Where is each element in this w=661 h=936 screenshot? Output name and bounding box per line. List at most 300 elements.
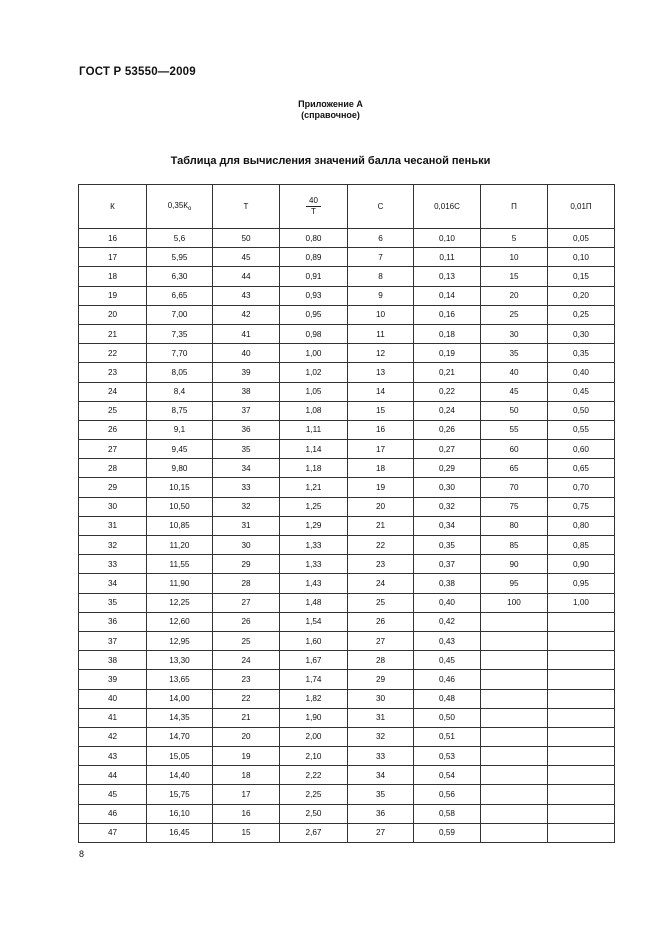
cell-035k0: 15,75 (147, 785, 213, 804)
table-row (79, 670, 615, 689)
table-row (79, 708, 615, 727)
cell-001p (548, 670, 615, 689)
cell-t: 35 (213, 440, 280, 459)
fraction-numerator: 40 (306, 196, 321, 207)
cell-0016c: 0,38 (414, 574, 481, 593)
cell-k: 33 (79, 555, 147, 574)
table-row (79, 651, 615, 670)
cell-40-over-t: 1,33 (280, 536, 348, 555)
cell-p (481, 727, 548, 746)
cell-40-over-t: 1,67 (280, 651, 348, 670)
cell-p: 50 (481, 401, 548, 420)
cell-40-over-t: 1,29 (280, 516, 348, 535)
cell-c: 9 (348, 286, 414, 305)
cell-40-over-t: 1,25 (280, 497, 348, 516)
cell-001p: 0,50 (548, 401, 615, 420)
cell-40-over-t: 1,74 (280, 670, 348, 689)
cell-p: 70 (481, 478, 548, 497)
cell-0016c: 0,13 (414, 267, 481, 286)
cell-k: 44 (79, 766, 147, 785)
cell-t: 16 (213, 804, 280, 823)
cell-c: 19 (348, 478, 414, 497)
cell-035k0: 9,1 (147, 420, 213, 439)
cell-40-over-t: 0,91 (280, 267, 348, 286)
cell-40-over-t: 1,08 (280, 401, 348, 420)
appendix-note: (справочное) (301, 110, 360, 120)
table-row (79, 823, 615, 842)
cell-035k0: 15,05 (147, 747, 213, 766)
cell-c: 22 (348, 536, 414, 555)
cell-40-over-t: 1,82 (280, 689, 348, 708)
cell-0016c: 0,16 (414, 305, 481, 324)
cell-40-over-t: 2,67 (280, 823, 348, 842)
cell-035k0: 14,35 (147, 708, 213, 727)
cell-035k0: 16,45 (147, 823, 213, 842)
cell-40-over-t: 1,43 (280, 574, 348, 593)
cell-0016c: 0,59 (414, 823, 481, 842)
cell-001p: 0,40 (548, 363, 615, 382)
cell-40-over-t: 1,18 (280, 459, 348, 478)
cell-035k0: 7,70 (147, 344, 213, 363)
cell-40-over-t: 2,22 (280, 766, 348, 785)
cell-40-over-t: 0,95 (280, 305, 348, 324)
cell-k: 26 (79, 420, 147, 439)
document-code: ГОСТ Р 53550—2009 (79, 66, 196, 78)
cell-001p (548, 708, 615, 727)
cell-k: 35 (79, 593, 147, 612)
cell-0016c: 0,54 (414, 766, 481, 785)
cell-40-over-t: 1,00 (280, 344, 348, 363)
cell-035k0: 11,20 (147, 536, 213, 555)
header-035k0 (147, 185, 213, 229)
cell-k: 40 (79, 689, 147, 708)
cell-t: 27 (213, 593, 280, 612)
cell-t: 43 (213, 286, 280, 305)
cell-0016c: 0,29 (414, 459, 481, 478)
cell-t: 38 (213, 382, 280, 401)
cell-001p (548, 689, 615, 708)
cell-c: 32 (348, 727, 414, 746)
cell-035k0: 14,00 (147, 689, 213, 708)
cell-k: 21 (79, 324, 147, 343)
cell-t: 25 (213, 631, 280, 650)
cell-c: 10 (348, 305, 414, 324)
cell-001p: 0,10 (548, 248, 615, 267)
table-row (79, 382, 615, 401)
header-t: Т (213, 185, 280, 229)
cell-t: 34 (213, 459, 280, 478)
cell-c: 35 (348, 785, 414, 804)
cell-035k0: 6,30 (147, 267, 213, 286)
cell-t: 21 (213, 708, 280, 727)
cell-001p (548, 631, 615, 650)
cell-40-over-t: 0,80 (280, 229, 348, 248)
appendix-title: Приложение А (298, 99, 363, 109)
cell-k: 20 (79, 305, 147, 324)
cell-0016c: 0,46 (414, 670, 481, 689)
cell-40-over-t: 1,60 (280, 631, 348, 650)
cell-0016c: 0,24 (414, 401, 481, 420)
cell-0016c: 0,53 (414, 747, 481, 766)
cell-t: 19 (213, 747, 280, 766)
cell-c: 23 (348, 555, 414, 574)
cell-k: 43 (79, 747, 147, 766)
cell-k: 41 (79, 708, 147, 727)
cell-t: 31 (213, 516, 280, 535)
cell-c: 27 (348, 823, 414, 842)
cell-035k0: 12,25 (147, 593, 213, 612)
cell-t: 18 (213, 766, 280, 785)
table-row (79, 516, 615, 535)
cell-c: 21 (348, 516, 414, 535)
cell-035k0: 8,4 (147, 382, 213, 401)
table-row (79, 363, 615, 382)
cell-p (481, 631, 548, 650)
table-row (79, 536, 615, 555)
cell-001p: 0,70 (548, 478, 615, 497)
cell-c: 17 (348, 440, 414, 459)
cell-0016c: 0,18 (414, 324, 481, 343)
cell-035k0: 12,60 (147, 612, 213, 631)
cell-p: 5 (481, 229, 548, 248)
cell-0016c: 0,51 (414, 727, 481, 746)
fraction (306, 196, 321, 217)
cell-001p: 0,85 (548, 536, 615, 555)
cell-k: 28 (79, 459, 147, 478)
cell-0016c: 0,50 (414, 708, 481, 727)
header-c: С (348, 185, 414, 229)
cell-p: 15 (481, 267, 548, 286)
cell-k: 24 (79, 382, 147, 401)
header-035k0-sub: о (187, 206, 192, 212)
cell-0016c: 0,37 (414, 555, 481, 574)
cell-0016c: 0,27 (414, 440, 481, 459)
cell-035k0: 9,80 (147, 459, 213, 478)
cell-k: 46 (79, 804, 147, 823)
cell-p: 60 (481, 440, 548, 459)
table-row (79, 344, 615, 363)
cell-035k0: 13,30 (147, 651, 213, 670)
table-row (79, 459, 615, 478)
cell-t: 29 (213, 555, 280, 574)
cell-40-over-t: 2,50 (280, 804, 348, 823)
cell-p: 45 (481, 382, 548, 401)
cell-k: 29 (79, 478, 147, 497)
cell-p: 25 (481, 305, 548, 324)
cell-t: 41 (213, 324, 280, 343)
cell-t: 45 (213, 248, 280, 267)
cell-001p: 1,00 (548, 593, 615, 612)
cell-001p (548, 804, 615, 823)
cell-c: 13 (348, 363, 414, 382)
cell-001p (548, 747, 615, 766)
cell-035k0: 5,6 (147, 229, 213, 248)
cell-001p (548, 823, 615, 842)
header-035k0-base: 0,35К (167, 201, 188, 210)
cell-k: 34 (79, 574, 147, 593)
cell-0016c: 0,45 (414, 651, 481, 670)
cell-035k0: 6,65 (147, 286, 213, 305)
cell-40-over-t: 1,54 (280, 612, 348, 631)
cell-c: 16 (348, 420, 414, 439)
cell-c: 29 (348, 670, 414, 689)
cell-001p (548, 785, 615, 804)
table-row (79, 248, 615, 267)
cell-t: 32 (213, 497, 280, 516)
table-row (79, 440, 615, 459)
cell-p: 10 (481, 248, 548, 267)
table-row (79, 267, 615, 286)
cell-c: 27 (348, 631, 414, 650)
table-row (79, 478, 615, 497)
table-row (79, 555, 615, 574)
cell-k: 23 (79, 363, 147, 382)
cell-0016c: 0,40 (414, 593, 481, 612)
cell-0016c: 0,32 (414, 497, 481, 516)
cell-p (481, 651, 548, 670)
cell-0016c: 0,58 (414, 804, 481, 823)
cell-40-over-t: 1,14 (280, 440, 348, 459)
cell-p (481, 785, 548, 804)
cell-035k0: 16,10 (147, 804, 213, 823)
cell-t: 37 (213, 401, 280, 420)
cell-k: 22 (79, 344, 147, 363)
cell-t: 30 (213, 536, 280, 555)
cell-c: 20 (348, 497, 414, 516)
cell-40-over-t: 1,33 (280, 555, 348, 574)
cell-p: 35 (481, 344, 548, 363)
table-row (79, 612, 615, 631)
table-header-row (79, 185, 615, 229)
cell-035k0: 7,00 (147, 305, 213, 324)
cell-t: 42 (213, 305, 280, 324)
cell-40-over-t: 2,00 (280, 727, 348, 746)
table-row (79, 689, 615, 708)
table-row (79, 766, 615, 785)
cell-c: 12 (348, 344, 414, 363)
cell-0016c: 0,56 (414, 785, 481, 804)
cell-c: 36 (348, 804, 414, 823)
table-body (79, 229, 615, 843)
cell-c: 24 (348, 574, 414, 593)
cell-001p: 0,55 (548, 420, 615, 439)
cell-035k0: 12,95 (147, 631, 213, 650)
cell-0016c: 0,19 (414, 344, 481, 363)
cell-p: 20 (481, 286, 548, 305)
cell-001p: 0,65 (548, 459, 615, 478)
cell-001p: 0,60 (548, 440, 615, 459)
cell-t: 36 (213, 420, 280, 439)
cell-p (481, 804, 548, 823)
cell-c: 31 (348, 708, 414, 727)
table-row (79, 305, 615, 324)
cell-035k0: 10,15 (147, 478, 213, 497)
cell-c: 7 (348, 248, 414, 267)
cell-k: 36 (79, 612, 147, 631)
cell-0016c: 0,22 (414, 382, 481, 401)
cell-k: 19 (79, 286, 147, 305)
cell-40-over-t: 1,21 (280, 478, 348, 497)
cell-t: 28 (213, 574, 280, 593)
cell-001p: 0,30 (548, 324, 615, 343)
cell-p: 75 (481, 497, 548, 516)
cell-k: 17 (79, 248, 147, 267)
table-row (79, 593, 615, 612)
cell-0016c: 0,26 (414, 420, 481, 439)
header-k: К (79, 185, 147, 229)
cell-p (481, 747, 548, 766)
cell-0016c: 0,35 (414, 536, 481, 555)
table-row (79, 574, 615, 593)
cell-0016c: 0,21 (414, 363, 481, 382)
cell-035k0: 8,05 (147, 363, 213, 382)
table-row (79, 727, 615, 746)
cell-k: 47 (79, 823, 147, 842)
cell-001p (548, 727, 615, 746)
cell-40-over-t: 1,05 (280, 382, 348, 401)
cell-p: 40 (481, 363, 548, 382)
cell-p (481, 766, 548, 785)
cell-p: 30 (481, 324, 548, 343)
cell-40-over-t: 2,10 (280, 747, 348, 766)
cell-035k0: 9,45 (147, 440, 213, 459)
cell-t: 17 (213, 785, 280, 804)
cell-035k0: 13,65 (147, 670, 213, 689)
cell-0016c: 0,14 (414, 286, 481, 305)
cell-0016c: 0,42 (414, 612, 481, 631)
cell-40-over-t: 0,93 (280, 286, 348, 305)
cell-035k0: 10,50 (147, 497, 213, 516)
table-row (79, 804, 615, 823)
cell-k: 38 (79, 651, 147, 670)
cell-k: 27 (79, 440, 147, 459)
cell-k: 16 (79, 229, 147, 248)
cell-035k0: 14,40 (147, 766, 213, 785)
cell-k: 37 (79, 631, 147, 650)
cell-p: 85 (481, 536, 548, 555)
cell-035k0: 5,95 (147, 248, 213, 267)
cell-001p: 0,35 (548, 344, 615, 363)
table-row (79, 785, 615, 804)
cell-0016c: 0,34 (414, 516, 481, 535)
cell-001p: 0,75 (548, 497, 615, 516)
cell-40-over-t: 1,90 (280, 708, 348, 727)
cell-t: 23 (213, 670, 280, 689)
cell-t: 40 (213, 344, 280, 363)
cell-001p: 0,80 (548, 516, 615, 535)
cell-035k0: 10,85 (147, 516, 213, 535)
cell-001p (548, 612, 615, 631)
cell-c: 6 (348, 229, 414, 248)
table-row (79, 401, 615, 420)
cell-p: 80 (481, 516, 548, 535)
cell-c: 33 (348, 747, 414, 766)
cell-001p: 0,05 (548, 229, 615, 248)
cell-k: 32 (79, 536, 147, 555)
cell-c: 34 (348, 766, 414, 785)
cell-c: 14 (348, 382, 414, 401)
cell-001p: 0,90 (548, 555, 615, 574)
cell-c: 15 (348, 401, 414, 420)
cell-40-over-t: 0,89 (280, 248, 348, 267)
cell-40-over-t: 1,02 (280, 363, 348, 382)
cell-c: 18 (348, 459, 414, 478)
cell-t: 24 (213, 651, 280, 670)
data-table (78, 184, 615, 843)
table-row (79, 497, 615, 516)
cell-035k0: 14,70 (147, 727, 213, 746)
cell-t: 22 (213, 689, 280, 708)
cell-k: 39 (79, 670, 147, 689)
table-row (79, 229, 615, 248)
cell-001p (548, 766, 615, 785)
table-row (79, 631, 615, 650)
table-title: Таблица для вычисления значений балла чесаной пеньки (170, 155, 491, 167)
cell-t: 44 (213, 267, 280, 286)
cell-0016c: 0,10 (414, 229, 481, 248)
cell-p (481, 670, 548, 689)
cell-0016c: 0,43 (414, 631, 481, 650)
cell-001p: 0,25 (548, 305, 615, 324)
header-40-over-t (280, 185, 348, 229)
cell-0016c: 0,48 (414, 689, 481, 708)
cell-c: 8 (348, 267, 414, 286)
cell-k: 45 (79, 785, 147, 804)
cell-p (481, 708, 548, 727)
cell-035k0: 7,35 (147, 324, 213, 343)
cell-t: 33 (213, 478, 280, 497)
cell-001p: 0,15 (548, 267, 615, 286)
cell-001p: 0,45 (548, 382, 615, 401)
cell-k: 18 (79, 267, 147, 286)
cell-001p (548, 651, 615, 670)
page-number: 8 (79, 849, 85, 859)
cell-k: 42 (79, 727, 147, 746)
cell-p: 55 (481, 420, 548, 439)
cell-k: 30 (79, 497, 147, 516)
cell-t: 15 (213, 823, 280, 842)
cell-035k0: 11,55 (147, 555, 213, 574)
cell-40-over-t: 1,48 (280, 593, 348, 612)
cell-p (481, 612, 548, 631)
table-row (79, 286, 615, 305)
cell-40-over-t: 0,98 (280, 324, 348, 343)
cell-40-over-t: 2,25 (280, 785, 348, 804)
cell-035k0: 11,90 (147, 574, 213, 593)
cell-001p: 0,20 (548, 286, 615, 305)
cell-p: 95 (481, 574, 548, 593)
cell-c: 25 (348, 593, 414, 612)
header-p: П (481, 185, 548, 229)
header-001p: 0,01П (548, 185, 615, 229)
table-row (79, 420, 615, 439)
fraction-denominator: Т (311, 207, 316, 216)
cell-t: 50 (213, 229, 280, 248)
cell-0016c: 0,30 (414, 478, 481, 497)
cell-t: 26 (213, 612, 280, 631)
cell-035k0: 8,75 (147, 401, 213, 420)
table-row (79, 324, 615, 343)
cell-0016c: 0,11 (414, 248, 481, 267)
cell-c: 11 (348, 324, 414, 343)
cell-c: 26 (348, 612, 414, 631)
cell-c: 30 (348, 689, 414, 708)
cell-p: 100 (481, 593, 548, 612)
table-row (79, 747, 615, 766)
cell-p: 90 (481, 555, 548, 574)
cell-p (481, 689, 548, 708)
cell-t: 20 (213, 727, 280, 746)
